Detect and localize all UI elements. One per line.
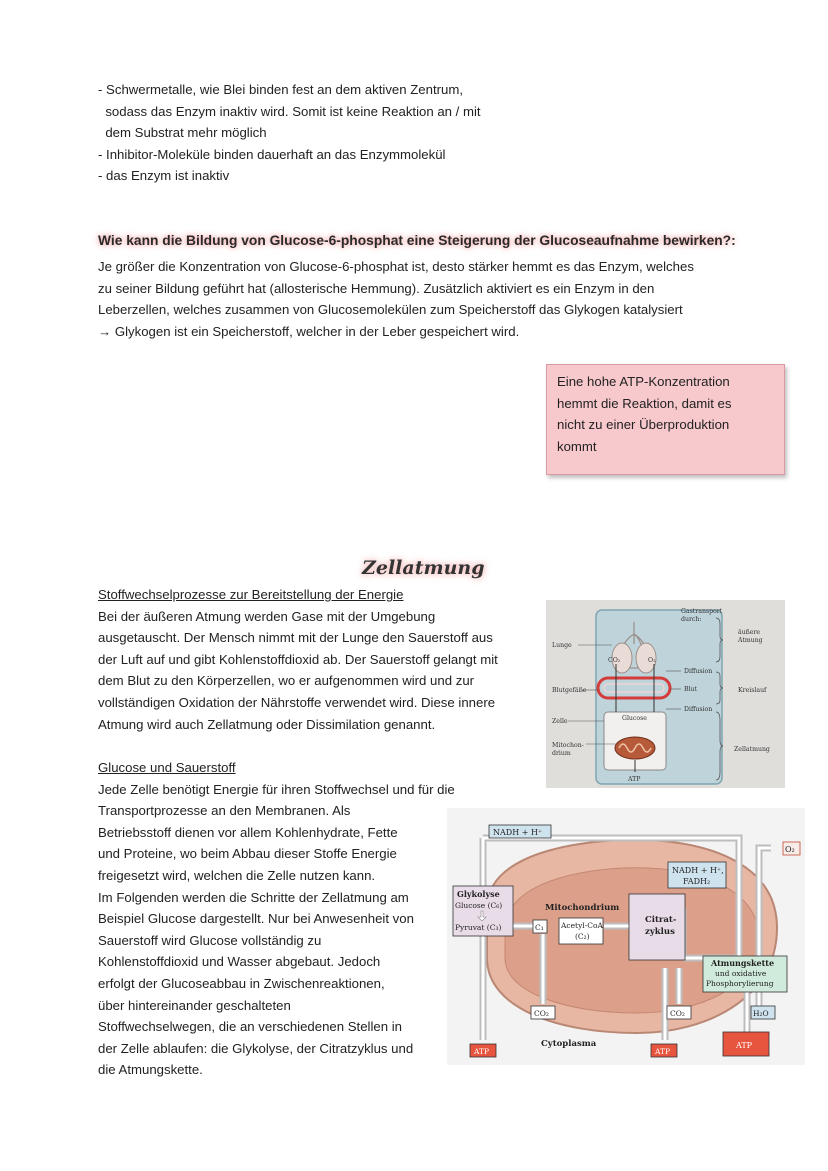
paragraph-line: Stoffwechselwegen, die an verschiedenen Stellen in (98, 1019, 403, 1035)
label-mitochondrium: Mitochondrium (545, 903, 620, 913)
note-line: nicht zu einer Überproduktion (557, 417, 730, 433)
paragraph-line: Betriebsstoff dienen vor allem Kohlenhydrate, Fette (98, 824, 398, 840)
label-atp: ATP (628, 776, 641, 783)
sticky-note (546, 364, 785, 475)
cell-respiration-figure (447, 808, 805, 1065)
label-gastransport: Gastransport (681, 608, 723, 615)
label-atp-b: ATP (655, 1047, 671, 1056)
paragraph-line: Kohlenstoffdioxid und Wasser abgebaut. Jedoch (98, 954, 381, 970)
label-co2: CO₂ (608, 657, 621, 664)
label-h2o: H₂O (753, 1009, 769, 1018)
paragraph-line: Atmung wird auch Zellatmung oder Dissimilation genannt. (98, 716, 436, 732)
label-kreislauf: Kreislauf (738, 687, 767, 694)
label-mitochon: Mitochon- (552, 742, 584, 749)
question-heading: Wie kann die Bildung von Glucose-6-phosphat eine Steigerung der Glucoseaufnahme bewirken?: (98, 233, 736, 248)
paragraph-line: Bei der äußeren Atmung werden Gase mit der Umgebung (98, 608, 436, 624)
label-glucose-c6: Glucose (C₆) (455, 901, 503, 910)
note-line: hemmt die Reaktion, damit es (557, 395, 732, 411)
note-line: kommt (557, 438, 597, 454)
label-pyruvat: Pyruvat (C₃) (455, 923, 502, 932)
note-line: Eine hohe ATP-Konzentration (557, 374, 730, 389)
label-citrat-1: Citrat- (645, 915, 677, 925)
label-atmungskette-3: Phosphorylierung (706, 979, 774, 988)
paragraph-line: vollständigen Oxidation der Nährstoffe verwendet wird. Diese innere (98, 694, 496, 710)
label-c1: C₁ (535, 923, 544, 932)
paragraph-line: der Zelle ablaufen: die Glykolyse, der Citratzyklus und (98, 1040, 414, 1056)
label-drium: drium (552, 750, 571, 757)
label-acetyl: Acetyl-CoA (561, 921, 603, 930)
intro-list (98, 79, 558, 187)
label-acetyl-c2: (C₂) (575, 932, 590, 941)
subsection-heading: Glucose und Sauerstoff (98, 760, 236, 775)
question-answer (98, 256, 758, 342)
label-glykolyse: Glykolyse (457, 889, 500, 899)
label-diffusion-2: Diffusion (684, 706, 713, 713)
answer-line: Je größer die Konzentration von Glucose-6-phosphat ist, desto stärker hemmt es das Enzym, welches (98, 259, 694, 274)
label-aeussere: äußere (738, 629, 761, 636)
label-co2-a: CO₂ (534, 1009, 549, 1018)
list-item: sodass das Enzym inaktiv wird. Somit ist keine Reaktion an / mit (98, 103, 481, 119)
list-item: - Inhibitor-Moleküle binden dauerhaft an das Enzymmolekül (98, 146, 446, 162)
subsection-energy (98, 584, 538, 735)
label-glucose: Glucose (622, 715, 647, 722)
section-title: Zellatmung (362, 557, 485, 579)
paragraph-line: dem Blut zu den Körperzellen, wo er aufgenommen wird und zur (98, 673, 475, 689)
label-atmungskette-2: und oxidative (715, 969, 767, 978)
paragraph-line: Beispiel Glucose dargestellt. Nur bei Anwesenheit von (98, 911, 414, 927)
paragraph-line: die Atmungskette. (98, 1062, 203, 1078)
list-item: - Schwermetalle, wie Blei binden fest an dem aktiven Zentrum, (98, 82, 464, 97)
label-durch: durch: (681, 616, 702, 623)
paragraph-line: und Proteine, wo beim Abbau dieser Stoffe Energie (98, 846, 397, 862)
label-zelle: Zelle (552, 718, 568, 725)
paragraph-line: der Luft auf und gibt Kohlenstoffdioxid ab. Der Sauerstoff gelangt mit (98, 651, 498, 667)
label-nadh-inner: NADH + H⁺, (672, 866, 724, 875)
label-atmung: Atmung (738, 637, 763, 644)
label-fadh: FADH₂ (683, 877, 711, 886)
answer-line: zu seiner Bildung geführt hat (allosterische Hemmung). Zusätzlich aktiviert es ein Enzym in den (98, 280, 655, 296)
label-blutgefaesse: Blutgefäße (552, 687, 587, 694)
paragraph-line: erfolgt der Glucoseabbau in Zwischenreaktionen, (98, 975, 385, 991)
subsection-heading: Stoffwechselprozesse zur Bereitstellung der Energie (98, 587, 404, 602)
paragraph-line: Im Folgenden werden die Schritte der Zellatmung am (98, 889, 409, 905)
label-atmungskette-1: Atmungskette (711, 958, 775, 968)
list-item: - das Enzym ist inaktiv (98, 168, 230, 184)
label-cytoplasma: Cytoplasma (541, 1039, 597, 1049)
subsection-glucose (98, 757, 455, 1081)
label-o2: O₂ (785, 845, 795, 854)
label-atp-c: ATP (736, 1041, 753, 1050)
paragraph-line: Sauerstoff wird Glucose vollständig zu (98, 932, 322, 948)
answer-line: Leberzellen, welches zusammen von Glucosemolekülen zum Speicherstoff das Glykogen katalysiert (98, 302, 683, 318)
answer-line: → Glykogen ist ein Speicherstoff, welcher in der Leber gespeichert wird. (98, 323, 520, 339)
label-blut: Blut (684, 686, 697, 693)
label-citrat-2: zyklus (645, 927, 675, 937)
gas-transport-figure (546, 600, 785, 788)
paragraph-line: Jede Zelle benötigt Energie für ihren Stoffwechsel und für die (98, 781, 455, 797)
label-o2: O₂ (648, 657, 656, 664)
label-zellatmung: Zellatmung (734, 746, 770, 753)
label-nadh-top: NADH + H⁺ (493, 828, 543, 837)
paragraph-line: freigesetzt wird, welchen die Zelle nutzen kann. (98, 867, 376, 883)
paragraph-line: Transportprozesse an den Membranen. Als (98, 803, 351, 819)
paragraph-line: über hintereinander geschalteten (98, 997, 291, 1013)
paragraph-line: ausgetauscht. Der Mensch nimmt mit der Lunge den Sauerstoff aus (98, 630, 493, 646)
label-lunge: Lunge (552, 642, 572, 649)
label-co2-b: CO₂ (670, 1009, 685, 1018)
label-diffusion-1: Diffusion (684, 668, 713, 675)
list-item: dem Substrat mehr möglich (98, 125, 267, 141)
label-atp-a: ATP (474, 1047, 490, 1056)
